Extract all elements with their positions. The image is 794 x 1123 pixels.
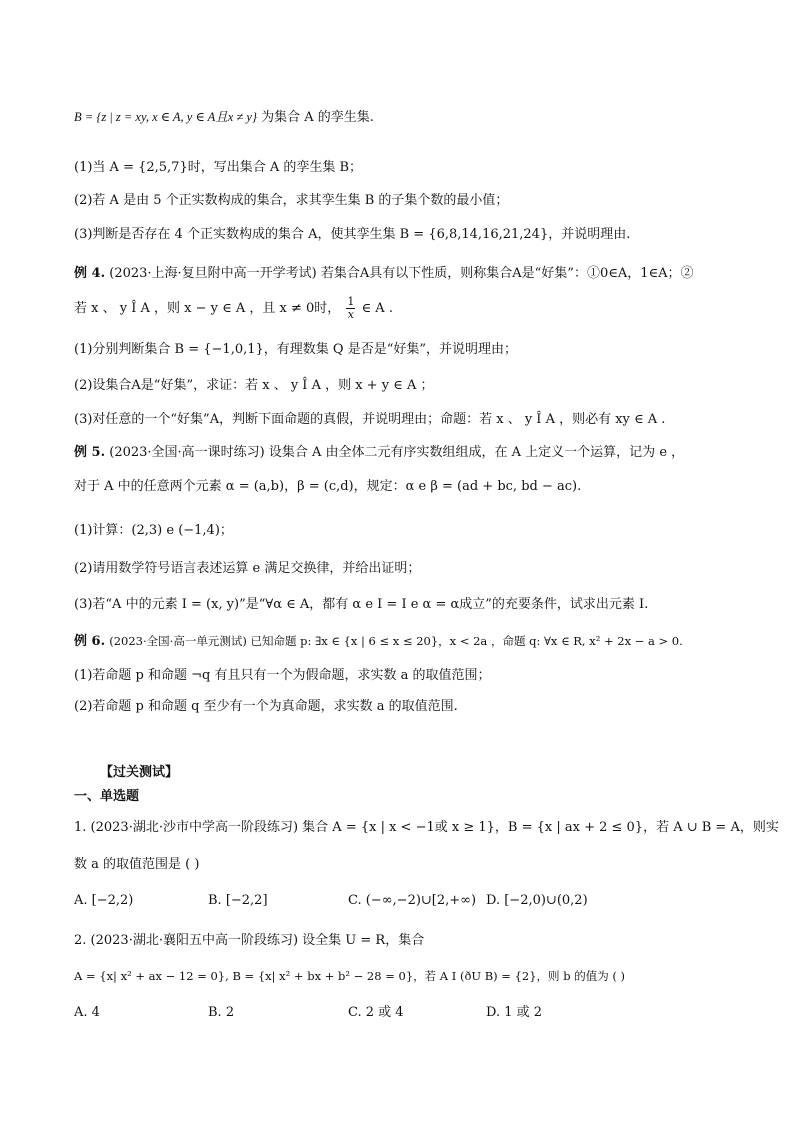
question-2: (2)若 A 是由 5 个正实数构成的集合，求其孪生集 B 的子集个数的最小值；	[74, 193, 509, 208]
question-1: (1)当 A = {2,5,7}时，写出集合 A 的孪生集 B；	[74, 160, 363, 175]
example-4-text: (2023·上海·复旦附中高一开学考试) 若集合A具有以下性质，则称集合A是“好集”：①0∈A，1∈A；②	[109, 266, 694, 281]
q1-option-d: D. [−2,0)∪(0,2)	[486, 893, 588, 908]
example-6-question-1: (1)若命题 p 和命题 ¬q 有且只有一个为假命题，求实数 a 的取值范围；	[74, 668, 491, 683]
example-5-question-3: (3)若“A 中的元素 I = (x, y)”是“∀α ∈ A，都有 α e I = I e α = α成立”的充要条件，试求出元素 I.	[74, 597, 649, 612]
example-5-line-1	[74, 444, 684, 462]
example-5-question-1: (1)计算：(2,3) e (−1,4)；	[74, 523, 233, 538]
q2-option-b: B. 2	[208, 1005, 235, 1020]
test-question-1-line-2: 数 a 的取值范围是 ( )	[74, 857, 200, 872]
twin-set-definition	[74, 108, 374, 127]
example-4-line-1	[74, 265, 694, 283]
example-4-question-3: (3)对任意的一个“好集”A，判断下面命题的真假，并说明理由；命题：若 x 、 y Î A ，则必有 xy ∈ A .	[74, 412, 666, 427]
test-question-1-line-1: 1. (2023·湖北·沙市中学高一阶段练习) 集合 A = {x | x < −1或 x ≥ 1}，B = {x | ax + 2 ≤ 0}，若 A ∪ B = A，则实	[74, 820, 779, 835]
q1-option-a: A. [−2,2)	[74, 893, 134, 908]
example-5-question-2: (2)请用数学符号语言表述运算 e 满足交换律，并给出证明；	[74, 561, 421, 576]
example-5-label: 例 5.	[74, 445, 106, 460]
subsection-title: 一、单选题	[74, 789, 140, 804]
section-title: 【过关测试】	[100, 765, 179, 780]
q1-option-b: B. [−2,2]	[208, 893, 268, 908]
example-4-condition: 若 x 、 y Î A ，则 x − y ∈ A ，且 x ≠ 0时，	[74, 301, 341, 316]
example-5-text: (2023·全国·高一课时练习) 设集合 A 由全体二元有序实数组组成，在 A 上定义一个运算，记为 e ，	[109, 445, 685, 460]
test-question-2-line-2: A = {x| x² + ax − 12 = 0}, B = {x| x² + bx + b² − 28 = 0}，若 A I (ðU B) = {2}，则 b 的值为 ( )	[74, 969, 625, 983]
twin-set-definition-text: 为集合 A 的孪生集.	[261, 110, 374, 125]
example-6-question-2: (2)若命题 p 和命题 q 至少有一个为真命题，求实数 a 的取值范围.	[74, 699, 458, 714]
twin-set-formula: B = {z | z = xy, x ∈ A, y ∈ A且x ≠ y}	[74, 110, 257, 124]
example-4-label: 例 4.	[74, 266, 106, 281]
fraction-denominator: x	[347, 308, 355, 321]
example-4-question-2: (2)设集合A是“好集”，求证：若 x 、 y Î A ，则 x + y ∈ A ；	[74, 378, 434, 393]
q2-option-c: C. 2 或 4	[348, 1005, 404, 1020]
q1-option-c: C. (−∞,−2)∪[2,+∞)	[348, 893, 477, 908]
example-4-question-1: (1)分别判断集合 B = {−1,0,1}，有理数集 Q 是否是“好集”，并说明理由；	[74, 342, 517, 357]
reciprocal-fraction	[346, 296, 355, 321]
example-6-text: (2023·全国·高一单元测试) 已知命题 p: ∃x ∈ {x | 6 ≤ x ≤ 20}，x < 2a ，命题 q: ∀x ∈ R, x² + 2x − a > 0.	[109, 634, 683, 648]
example-4-line-2	[74, 296, 393, 321]
q2-option-d: D. 1 或 2	[486, 1005, 543, 1020]
example-5-line-2: 对于 A 中的任意两个元素 α = (a,b)，β = (c,d)，规定：α e β = (ad + bc, bd − ac).	[74, 479, 582, 494]
q2-option-a: A. 4	[74, 1005, 100, 1020]
example-4-condition-end: ∈ A .	[361, 301, 393, 316]
fraction-numerator: 1	[347, 295, 355, 308]
example-6-line-1	[74, 632, 683, 651]
example-6-label: 例 6.	[74, 634, 106, 649]
question-3: (3)判断是否存在 4 个正实数构成的集合 A，使其孪生集 B = {6,8,14,16,21,24}，并说明理由.	[74, 227, 631, 242]
test-question-2-line-1: 2. (2023·湖北·襄阳五中高一阶段练习) 设全集 U = R，集合	[74, 933, 425, 948]
